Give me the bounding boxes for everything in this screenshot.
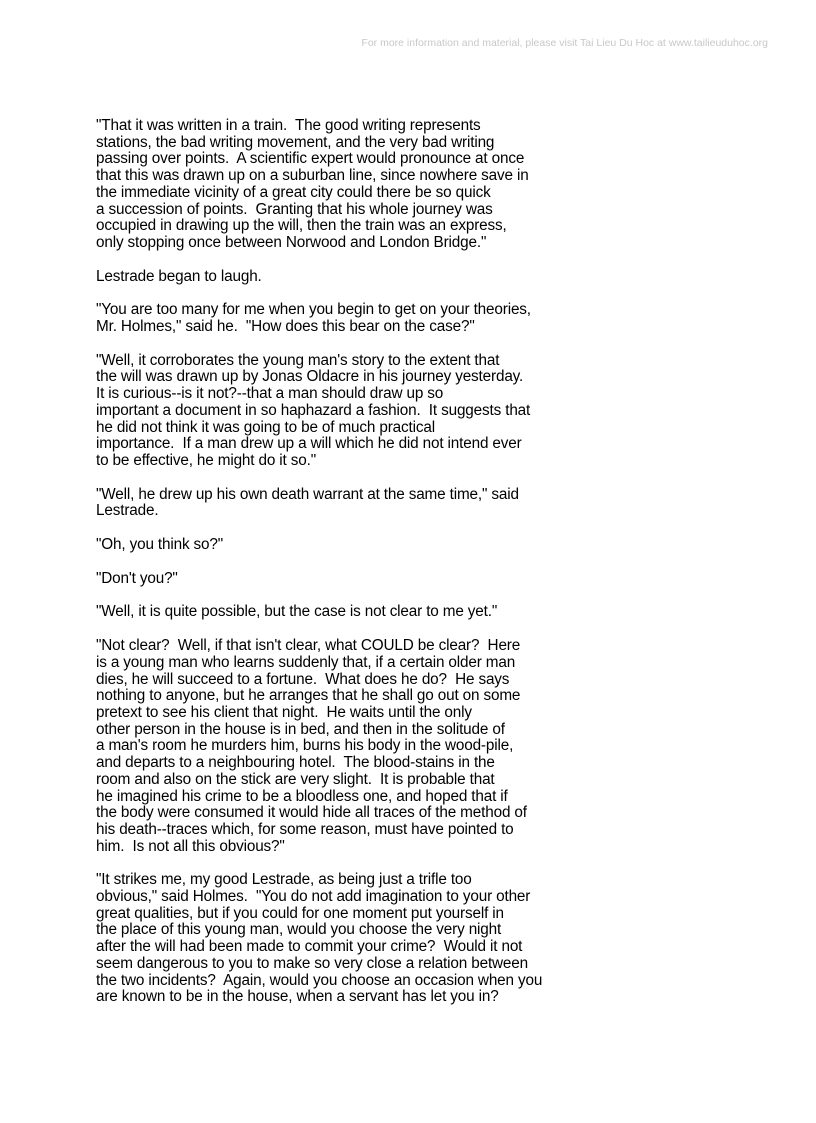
text-line: him. Is not all this obvious?" [96,837,285,855]
text-line: passing over points. A scientific expert would pronounce at once [96,150,525,168]
text-line: the place of this young man, would you choose the very night [96,921,502,939]
paragraph [96,872,776,1006]
text-line: "That it was written in a train. The good writing represents [96,117,481,134]
paragraph [96,302,776,335]
text-line: "You are too many for me when you begin to get on your theories, [96,301,531,319]
text-line: stations, the bad writing movement, and the very bad writing [96,133,495,151]
header-note: For more information and material, please visit Tai Lieu Du Hoc at www.tailieuduhoc.org [361,37,768,49]
text-line: pretext to see his client that night. He waits until the only [96,703,472,721]
text-line: that this was drawn up on a suburban line, since nowhere save in [96,167,529,185]
paragraph [96,571,776,588]
text-line: a succession of points. Granting that his whole journey was [96,200,493,218]
text-line: "Don't you?" [96,569,178,587]
text-line: the immediate vicinity of a great city could there be so quick [96,183,491,201]
paragraph [96,353,776,470]
paragraph [96,604,776,621]
text-line: It is curious--is it not?--that a man should draw up so [96,385,444,403]
text-line: his death--traces which, for some reason, must have pointed to [96,820,514,838]
text-line: a man's room he murders him, burns his body in the wood-pile, [96,737,514,755]
paragraph [96,118,776,252]
text-line: Lestrade. [96,502,159,520]
text-line: important a document in so haphazard a fashion. It suggests that [96,401,531,419]
text-line: importance. If a man drew up a will which he did not intend ever [96,435,522,453]
paragraph [96,537,776,554]
text-line: to be effective, he might do it so." [96,451,316,469]
text-line: he did not think it was going to be of much practical [96,418,435,436]
text-line: only stopping once between Norwood and London Bridge." [96,233,487,251]
text-line: Lestrade began to laugh. [96,267,262,285]
text-line: the body were consumed it would hide all traces of the method of [96,804,527,822]
text-line: room and also on the stick are very slight. It is probable that [96,770,495,788]
text-line: nothing to anyone, but he arranges that he shall go out on some [96,687,521,705]
text-line: is a young man who learns suddenly that, if a certain older man [96,653,516,671]
text-line: "Well, it corroborates the young man's story to the extent that [96,351,500,369]
text-line: occupied in drawing up the will, then the train was an express, [96,217,507,235]
text-line: the will was drawn up by Jonas Oldacre in his journey yesterday. [96,368,524,386]
document-body [96,118,776,1023]
text-line: Mr. Holmes," said he. "How does this bear on the case?" [96,318,475,336]
text-line: "Well, it is quite possible, but the case is not clear to me yet." [96,603,498,621]
paragraph [96,269,776,286]
text-line: and departs to a neighbouring hotel. The blood-stains in the [96,754,495,772]
paragraph [96,638,776,855]
text-line: he imagined his crime to be a bloodless one, and hoped that if [96,787,508,805]
text-line: are known to be in the house, when a servant has let you in? [96,988,499,1006]
text-line: the two incidents? Again, would you choose an occasion when you [96,971,543,989]
text-line: "Oh, you think so?" [96,536,224,554]
text-line: obvious," said Holmes. "You do not add imagination to your other [96,888,531,906]
text-line: seem dangerous to you to make so very close a relation between [96,954,529,972]
text-line: other person in the house is in bed, and then in the solitude of [96,720,505,738]
text-line: "Not clear? Well, if that isn't clear, what COULD be clear? Here [96,637,521,655]
text-line: dies, he will succeed to a fortune. What does he do? He says [96,670,510,688]
text-line: great qualities, but if you could for one moment put yourself in [96,904,504,922]
paragraph [96,487,776,520]
text-line: after the will had been made to commit your crime? Would it not [96,938,523,956]
text-line: "Well, he drew up his own death warrant at the same time," said [96,485,519,503]
text-line: "It strikes me, my good Lestrade, as being just a trifle too [96,871,472,889]
